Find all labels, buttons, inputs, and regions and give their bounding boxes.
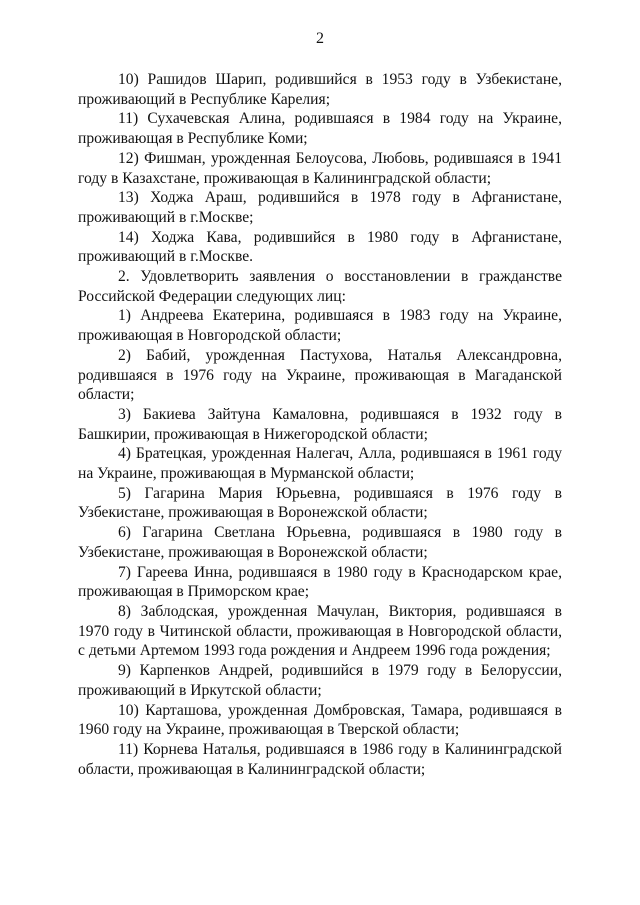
section-heading-paragraph: 2. Удовлетворить заявления о восстановлении в гражданстве Российской Федерации следующих лиц: (78, 268, 562, 305)
paragraph: 8) Заблодская, урожденная Мачулан, Виктория, родившаяся в 1970 году в Читинской области, проживающая в Новгородской области, с детьми Артемом 1993 года рождения и Андреем 1996 года рождения; (78, 602, 562, 660)
paragraph: 5) Гагарина Мария Юрьевна, родившаяся в 1976 году в Узбекистане, проживающая в Воронежской области; (78, 484, 562, 522)
paragraph: 12) Фишман, урожденная Белоусова, Любовь, родившаяся в 1941 году в Казахстане, проживающая в Калининградской области; (78, 149, 562, 187)
paragraph: 14) Ходжа Кава, родившийся в 1980 году в Афганистане, проживающий в г.Москве. (78, 228, 562, 266)
document-body (78, 70, 562, 779)
paragraph: 11) Сухачевская Алина, родившаяся в 1984 году на Украине, проживающая в Республике Коми; (78, 110, 562, 148)
paragraph: 11) Корнева Наталья, родившаяся в 1986 году в Калининградской области, проживающая в Калининградской области; (78, 740, 562, 778)
paragraph: 13) Ходжа Араш, родившийся в 1978 году в Афганистане, проживающий в г.Москве; (78, 189, 562, 226)
paragraph: 2) Бабий, урожденная Пастухова, Наталья Александровна, родившаяся в 1976 году на Украине, проживающая в Магаданской области; (78, 346, 562, 404)
paragraph: 7) Гареева Инна, родившаяся в 1980 году в Краснодарском крае, проживающая в Приморском крае; (78, 563, 562, 601)
paragraph: 1) Андреева Екатерина, родившаяся в 1983 году на Украине, проживающая в Новгородской области; (78, 307, 562, 345)
paragraph: 10) Рашидов Шарип, родившийся в 1953 году в Узбекистане, проживающий в Республике Карелия; (78, 71, 562, 108)
paragraph: 4) Братецкая, урожденная Налегач, Алла, родившаяся в 1961 году на Украине, проживающая в Мурманской области; (78, 445, 562, 483)
page-number: 2 (316, 30, 324, 47)
paragraph: 9) Карпенков Андрей, родившийся в 1979 году в Белоруссии, проживающий в Иркутской области; (78, 662, 562, 699)
paragraph: 6) Гагарина Светлана Юрьевна, родившаяся в 1980 году в Узбекистане, проживающая в Воронежской области; (78, 524, 562, 561)
paragraph: 10) Карташова, урожденная Домбровская, Тамара, родившаяся в 1960 году на Украине, проживающая в Тверской области; (78, 701, 562, 739)
paragraph: 3) Бакиева Зайтуна Камаловна, родившаяся в 1932 году в Башкирии, проживающая в Нижегородской области; (78, 405, 562, 443)
